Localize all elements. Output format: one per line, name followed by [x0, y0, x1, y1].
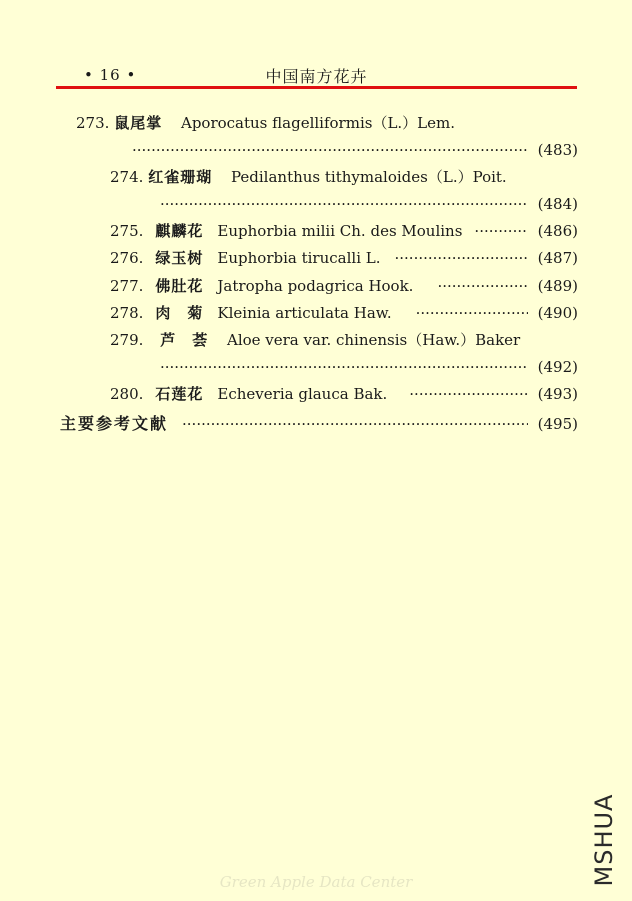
entry-number: 274. [110, 168, 144, 186]
entry-page: (490) [537, 304, 578, 322]
entry-chinese-name: 佛肚花 [155, 277, 204, 295]
entry-latin-name: Aporocatus flagelliformis（L.）Lem. [180, 114, 455, 132]
entry-page: (489) [537, 277, 578, 295]
entry-page: (487) [537, 249, 578, 267]
entry-latin-name: Pedilanthus tithymaloides（L.）Poit. [230, 168, 507, 186]
entry-chinese-name: 肉 菊 [155, 304, 204, 322]
leader-dots [132, 140, 528, 160]
toc-entry-280 [110, 384, 578, 404]
leader-dots [160, 357, 528, 377]
leader-dots [474, 221, 527, 241]
toc-entry-276 [110, 248, 578, 268]
header-rule [56, 86, 577, 89]
entry-latin-name: Euphorbia tirucalli L. [217, 249, 381, 267]
entry-number: 273. [76, 114, 110, 132]
entry-page: (493) [537, 385, 578, 403]
entry-number: 275. [110, 222, 144, 240]
entry-latin-name: Aloe vera var. chinensis（Haw.）Baker [226, 331, 521, 349]
entry-chinese-name: 麒麟花 [155, 222, 204, 240]
toc-entry-277 [110, 276, 578, 296]
leader-dots [160, 194, 528, 214]
toc-entry-278 [110, 303, 578, 323]
page-number: • 16 • [84, 66, 137, 84]
references-heading: 主要参考文献 [60, 414, 169, 433]
entry-chinese-name: 鼠尾掌 [114, 114, 163, 132]
entry-number: 280. [110, 385, 144, 403]
entry-chinese-name: 芦 荟 [160, 331, 209, 349]
entry-number: 278. [110, 304, 144, 322]
toc-entry-274 [110, 167, 507, 187]
entry-chinese-name: 石莲花 [155, 385, 204, 403]
toc-entry-references [60, 414, 578, 434]
entry-latin-name: Kleinia articulata Haw. [217, 304, 392, 322]
page-header [56, 60, 577, 88]
entry-page: (486) [537, 222, 578, 240]
toc-leader-279 [160, 357, 578, 377]
leader-dots [409, 384, 527, 404]
entry-page: (484) [537, 195, 578, 213]
toc-leader-273 [132, 140, 578, 160]
entry-number: 279. [110, 331, 144, 349]
entry-latin-name: Jatropha podagrica Hook. [217, 277, 414, 295]
toc-entry-273 [76, 113, 455, 133]
toc-leader-274 [160, 194, 578, 214]
toc-entry-275 [110, 221, 578, 241]
entry-number: 277. [110, 277, 144, 295]
entry-number: 276. [110, 249, 144, 267]
entry-latin-name: Euphorbia milii Ch. des Moulins [217, 222, 463, 240]
leader-dots [437, 276, 527, 296]
watermark-side-text: MSHUA [590, 793, 618, 887]
leader-dots [416, 303, 528, 323]
entry-latin-name: Echeveria glauca Bak. [217, 385, 388, 403]
toc-entry-279 [110, 330, 520, 350]
entry-page: (483) [537, 141, 578, 159]
entry-chinese-name: 红雀珊瑚 [148, 168, 213, 186]
entry-chinese-name: 绿玉树 [155, 249, 204, 267]
entry-page: (492) [537, 358, 578, 376]
entry-page: (495) [537, 415, 578, 433]
watermark-bottom: Green Apple Data Center [219, 873, 413, 891]
leader-dots [182, 414, 528, 434]
leader-dots [395, 248, 528, 268]
watermark-side [580, 790, 628, 890]
running-title: 中国南方花卉 [265, 67, 368, 86]
